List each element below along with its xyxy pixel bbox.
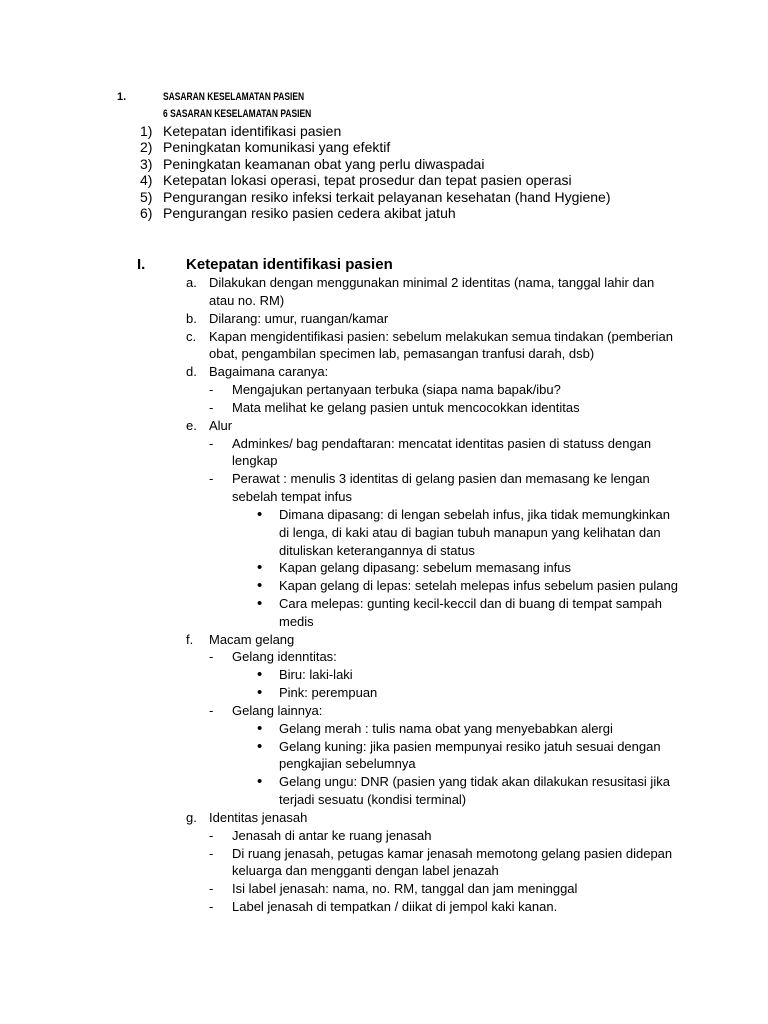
item-text: obat, pengambilan specimen lab, pemasangan tranfusi darah, dsb) [209,346,595,362]
sub-item-line [0,827,768,845]
bullet-item [0,666,768,684]
item-text: Bagaimana caranya: [209,364,329,380]
section-numeral: I. [137,256,146,273]
item-e-line-1 [0,417,768,435]
section-1-title-row [0,89,768,106]
bullet-line [0,542,768,560]
bullet-item [0,684,768,702]
item-d-sub-1 [0,381,768,399]
sub-item-text: lengkap [232,453,278,469]
item-f-sub-2 [0,702,768,809]
goal-item-5 [0,189,768,206]
item-text: Kapan mengidentifikasi pasien: sebelum melakukan semua tindakan (pemberian [209,328,673,344]
section-title: SASARAN KESELAMATAN PASIEN [163,90,305,103]
sub-item-line [0,381,768,399]
section-heading-text: Ketepatan identifikasi pasien [186,256,393,273]
bullet-marker: • [257,737,263,755]
item-c-line-1 [0,328,768,346]
bullet-line [0,577,768,595]
goal-text: Ketepatan identifikasi pasien [163,122,342,139]
item-g-line-1 [0,809,768,827]
bullet-item [0,577,768,595]
bullet-text: Kapan gelang di lepas: setelah melepas infus sebelum pasien pulang [279,578,678,594]
dash-marker: - [209,399,214,415]
item-a [0,274,768,310]
goal-item-4 [0,172,768,189]
bullet-marker: • [257,595,263,612]
bullet-marker: • [257,773,263,791]
bullet-line [0,684,768,702]
item-b [0,310,768,328]
item-marker: e. [186,417,197,433]
bullet-item [0,738,768,774]
bullet-line [0,506,768,524]
item-marker: d. [186,364,197,380]
item-text: Dilakukan dengan menggunakan minimal 2 identitas (nama, tanggal lahir dan [209,275,655,291]
goal-item-1 [0,123,768,140]
dash-marker: - [209,649,214,665]
goal-number: 6) [140,205,153,222]
sub-item-text: sebelah tempat infus [232,489,352,505]
bullet-item [0,595,768,631]
item-marker: b. [186,310,197,326]
dash-marker: - [209,471,214,487]
section-1-header [0,89,768,223]
sub-item-line [0,399,768,417]
sub-item-text: Mata melihat ke gelang pasien untuk mencocokkan identitas [232,399,580,415]
sub-item-line [0,880,768,898]
bullet-marker: • [257,505,263,523]
section-1-subtitle-row [0,106,768,123]
bullet-line [0,559,768,577]
sub-item-text: Label jenasah di tempatkan / diikat di jempol kaki kanan. [232,899,558,915]
item-c-line-2 [0,345,768,363]
bullet-text: Gelang ungu: DNR (pasien yang tidak akan dilakukan resusitasi jika [279,774,670,790]
item-g-sub-4 [0,898,768,916]
sub-item-line [0,862,768,880]
item-a-line-1 [0,274,768,292]
bullet-line [0,773,768,791]
sub-item-line [0,648,768,666]
bullet-item [0,720,768,738]
goal-number: 5) [140,188,153,205]
item-marker: f. [186,631,194,647]
bullet-marker: • [257,684,263,702]
sub-item-text: Gelang lainnya: [232,702,323,718]
goal-number: 4) [140,172,153,189]
sub-item-text: Mengajukan pertanyaan terbuka (siapa nama bapak/ibu? [232,382,561,398]
bullet-text: Cara melepas: gunting kecil-keccil dan di buang di tempat sampah [279,596,662,611]
item-g-sub-1 [0,827,768,845]
item-d-line-1 [0,363,768,381]
item-e-sub-1 [0,435,768,471]
bullet-text: Gelang merah : tulis nama obat yang menyebabkan alergi [279,720,613,736]
sub-item-text: Jenasah di antar ke ruang jenasah [232,827,432,843]
sub-item-line [0,702,768,720]
item-d-sub-2 [0,399,768,417]
identification-list [0,274,768,916]
bullet-marker: • [257,666,263,684]
item-g-sub-3 [0,880,768,898]
bullet-text: Dimana dipasang: di lengan sebelah infus, jika tidak memungkinkan [279,506,670,522]
bullet-text: Kapan gelang dipasang: sebelum memasang infus [279,560,571,576]
bullet-text: medis [279,613,314,629]
bullet-item [0,559,768,577]
goal-number: 1) [140,122,153,139]
sub-item-text: Gelang idenntitas: [232,649,337,665]
item-d [0,363,768,416]
bullet-text: dituliskan keterangannya di status [279,542,475,558]
item-e-sub-2 [0,470,768,630]
sub-item-line [0,898,768,916]
sub-item-line [0,470,768,488]
item-text: atau no. RM) [209,292,285,308]
goal-item-6 [0,205,768,222]
goal-number: 3) [140,155,153,172]
bullet-line [0,595,768,613]
item-marker: g. [186,809,197,825]
goal-text: Peningkatan keamanan obat yang perlu diwaspadai [163,155,485,172]
goal-text: Pengurangan resiko infeksi terkait pelayanan kesehatan (hand Hygiene) [163,188,611,205]
dash-marker: - [209,845,214,861]
item-e [0,417,768,631]
goal-item-2 [0,139,768,156]
bullet-marker: • [257,577,263,595]
dash-marker: - [209,382,214,398]
sub-item-line [0,845,768,863]
sub-item-line [0,435,768,453]
goal-text: Ketepatan lokasi operasi, tepat prosedur dan tepat pasien operasi [163,172,572,189]
bullet-line [0,738,768,756]
item-b-line-1 [0,310,768,328]
dash-marker: - [209,435,214,451]
item-g [0,809,768,916]
item-c [0,328,768,364]
dash-marker: - [209,827,214,843]
item-g-sub-2 [0,845,768,881]
section-subtitle: 6 SASARAN KESELAMATAN PASIEN [163,107,312,120]
bullet-marker: • [257,559,263,577]
goal-item-3 [0,156,768,173]
goal-number: 2) [140,139,153,156]
section-I-heading [0,255,768,275]
item-marker: a. [186,275,197,291]
bullet-item [0,773,768,809]
sub-item-line [0,488,768,506]
bullet-text: di lenga, di kaki atau di bagian tubuh manapun yang kelihatan dan [279,524,661,540]
sub-item-text: Perawat : menulis 3 identitas di gelang pasien dan memasang ke lengan [232,471,650,487]
item-text: Identitas jenasah [209,809,308,825]
item-text: Dilarang: umur, ruangan/kamar [209,310,389,326]
bullet-line [0,524,768,542]
item-f-sub-1 [0,648,768,701]
sub-item-text: Adminkes/ bag pendaftaran: mencatat identitas pasien di statuss dengan [232,435,652,451]
goal-text: Peningkatan komunikasi yang efektif [163,139,391,156]
sub-item-line [0,452,768,470]
bullet-line [0,755,768,773]
goal-text: Pengurangan resiko pasien cedera akibat jatuh [163,205,456,222]
bullet-text: Gelang kuning: jika pasien mempunyai resiko jatuh sesuai dengan [279,738,661,754]
bullet-text: pengkajian sebelumnya [279,756,416,772]
goals-list [0,123,768,223]
item-f-line-1 [0,631,768,649]
item-text: Macam gelang [209,631,295,647]
bullet-line [0,666,768,684]
sub-item-text: Isi label jenasah: nama, no. RM, tanggal dan jam meninggal [232,881,578,897]
bullet-item [0,506,768,559]
bullet-text: terjadi sesuatu (kondisi terminal) [279,792,467,808]
bullet-line [0,613,768,631]
bullet-text: Biru: laki-laki [279,667,353,683]
item-marker: c. [186,328,197,344]
bullet-marker: • [257,719,263,737]
section-number: 1. [117,90,127,103]
item-a-line-2 [0,292,768,310]
sub-item-text: keluarga dan mengganti dengan label jenazah [232,863,499,879]
dash-marker: - [209,899,214,915]
bullet-line [0,791,768,809]
bullet-line [0,720,768,738]
dash-marker: - [209,881,214,897]
dash-marker: - [209,702,214,718]
bullet-text: Pink: perempuan [279,685,378,701]
item-f [0,631,768,809]
item-text: Alur [209,417,233,433]
sub-item-text: Di ruang jenasah, petugas kamar jenasah memotong gelang pasien didepan [232,845,673,861]
